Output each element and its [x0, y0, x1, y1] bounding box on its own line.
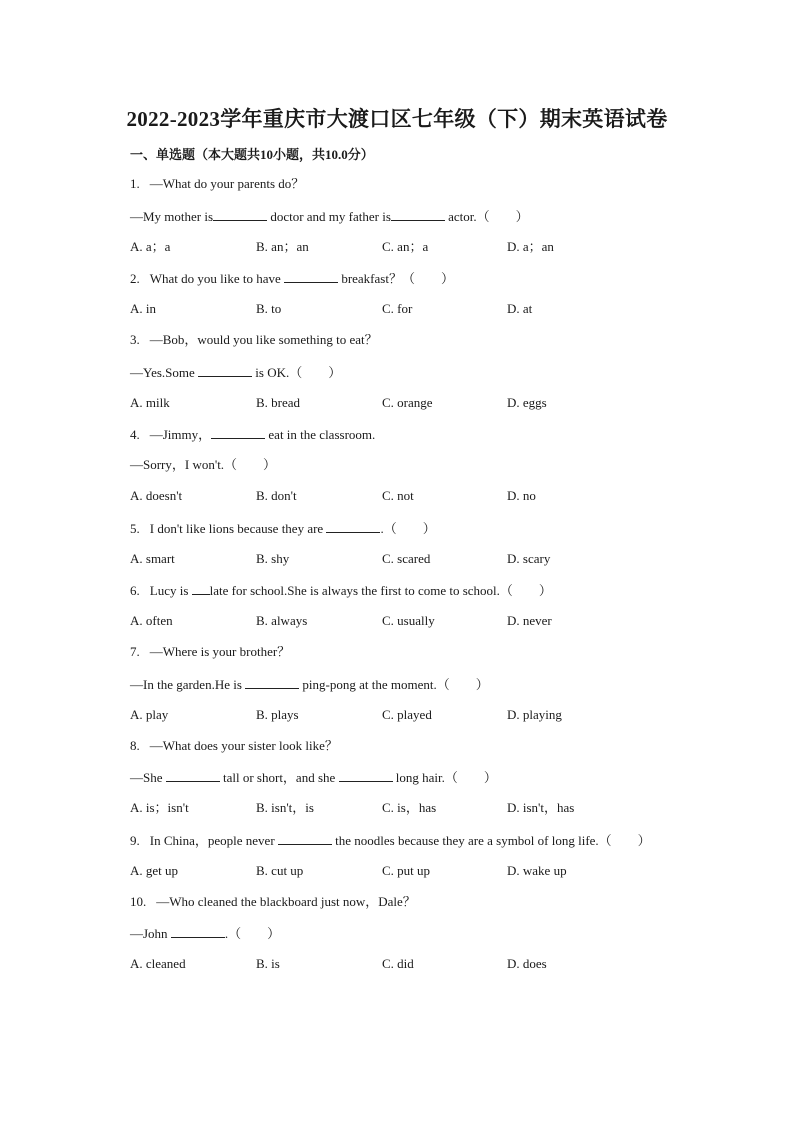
question-number: 3. — [130, 332, 140, 347]
question-3-options — [130, 393, 650, 413]
question-text: —Where is your brother？ — [149, 644, 291, 659]
question-number: 6. — [130, 583, 140, 598]
option-d[interactable]: D. eggs — [507, 395, 547, 410]
question-text: —Yes.Some — [130, 365, 195, 380]
question-number: 4. — [130, 427, 140, 442]
option-c[interactable]: C. usually — [382, 613, 435, 628]
question-6-stem — [130, 580, 552, 600]
option-a[interactable]: A. in — [130, 301, 156, 316]
question-number: 2. — [130, 271, 140, 286]
option-d[interactable]: D. playing — [507, 707, 562, 722]
question-4-line-2 — [130, 455, 276, 475]
question-text: breakfast？（ ） — [341, 271, 454, 286]
question-number: 7. — [130, 644, 140, 659]
option-b[interactable]: B. shy — [256, 551, 290, 566]
question-text: —In the garden.He is — [130, 677, 242, 692]
option-a[interactable]: A. doesn't — [130, 488, 183, 503]
option-d[interactable]: D. isn't，has — [507, 800, 575, 815]
question-5-options — [130, 549, 650, 569]
answer-blank — [166, 767, 220, 782]
question-number: 8. — [130, 738, 140, 753]
option-b[interactable]: B. is — [256, 956, 280, 971]
question-4-stem — [130, 424, 375, 444]
option-a[interactable]: A. is；isn't — [130, 800, 189, 815]
option-d[interactable]: D. no — [507, 488, 536, 503]
option-c[interactable]: C. is，has — [382, 800, 437, 815]
question-number: 1. — [130, 176, 140, 191]
question-number: 10. — [130, 894, 147, 909]
answer-blank — [192, 580, 210, 595]
question-7-options — [130, 705, 650, 725]
question-text: Lucy is — [149, 583, 189, 598]
question-9-stem — [130, 830, 651, 850]
answer-blank — [171, 923, 225, 938]
section-heading: 一、单选题（本大题共10小题，共10.0分） — [130, 147, 374, 162]
question-9-options — [130, 861, 650, 881]
option-c[interactable]: C. an；a — [382, 239, 429, 254]
question-4-options — [130, 486, 650, 506]
option-b[interactable]: B. don't — [256, 488, 297, 503]
question-2-options — [130, 299, 650, 319]
answer-blank — [245, 674, 299, 689]
option-b[interactable]: B. always — [256, 613, 308, 628]
option-c[interactable]: C. played — [382, 707, 432, 722]
answer-blank — [278, 830, 332, 845]
option-a[interactable]: A. get up — [130, 863, 179, 878]
answer-blank — [211, 424, 265, 439]
question-text: actor.（ ） — [448, 209, 529, 224]
question-text: I don't like lions because they are — [149, 521, 324, 536]
question-text: What do you like to have — [149, 271, 281, 286]
question-10-stem — [130, 892, 416, 912]
question-8-line-2 — [130, 767, 497, 787]
question-number: 5. — [130, 521, 140, 536]
option-b[interactable]: B. plays — [256, 707, 299, 722]
answer-blank — [391, 206, 445, 221]
option-b[interactable]: B. bread — [256, 395, 301, 410]
question-text: —Sorry，I won't.（ ） — [130, 457, 277, 472]
question-2-stem — [130, 268, 454, 288]
answer-blank — [339, 767, 393, 782]
question-text: —John — [130, 926, 168, 941]
question-text: —What do your parents do？ — [149, 176, 305, 191]
answer-blank — [198, 362, 252, 377]
question-8-options — [130, 798, 650, 818]
option-a[interactable]: A. cleaned — [130, 956, 186, 971]
option-a[interactable]: A. often — [130, 613, 173, 628]
option-d[interactable]: D. at — [507, 301, 533, 316]
exam-title: 2022-2023学年重庆市大渡口区七年级（下）期末英语试卷 — [126, 107, 668, 131]
question-text: —Bob，would you like something to eat？ — [149, 332, 378, 347]
option-a[interactable]: A. play — [130, 707, 169, 722]
question-number: 9. — [130, 833, 140, 848]
answer-blank — [284, 268, 338, 283]
question-text: long hair.（ ） — [395, 770, 497, 785]
question-10-line-2 — [130, 923, 280, 943]
option-c[interactable]: C. scared — [382, 551, 431, 566]
question-text: —Who cleaned the blackboard just now，Dale？ — [156, 894, 416, 909]
question-text: is OK.（ ） — [255, 365, 342, 380]
question-8-stem — [130, 736, 338, 756]
question-text: late for school.She is always the first to come to school.（ ） — [209, 583, 552, 598]
answer-blank — [213, 206, 267, 221]
option-c[interactable]: C. orange — [382, 395, 433, 410]
option-a[interactable]: A. milk — [130, 395, 170, 410]
question-text: —What does your sister look like？ — [149, 738, 338, 753]
question-1-stem — [130, 174, 304, 194]
option-b[interactable]: B. cut up — [256, 863, 304, 878]
option-d[interactable]: D. scary — [507, 551, 551, 566]
question-text: tall or short，and she — [223, 770, 336, 785]
question-text: .（ ） — [380, 521, 436, 536]
option-d[interactable]: D. never — [507, 613, 552, 628]
question-7-stem — [130, 642, 290, 662]
option-c[interactable]: C. put up — [382, 863, 431, 878]
option-a[interactable]: A. a；a — [130, 239, 171, 254]
option-b[interactable]: B. isn't，is — [256, 800, 314, 815]
question-text: the noodles because they are a symbol of long life.（ ） — [335, 833, 651, 848]
option-d[interactable]: D. a；an — [507, 239, 554, 254]
option-b[interactable]: B. to — [256, 301, 282, 316]
option-c[interactable]: C. not — [382, 488, 414, 503]
option-d[interactable]: D. wake up — [507, 863, 567, 878]
question-text: —My mother is — [130, 209, 214, 224]
answer-blank — [326, 518, 380, 533]
question-6-options — [130, 611, 650, 631]
question-text: —Jimmy， — [149, 427, 212, 442]
option-a[interactable]: A. smart — [130, 551, 175, 566]
question-1-options — [130, 237, 650, 257]
question-text: doctor and my father is — [270, 209, 391, 224]
question-7-line-2 — [130, 674, 489, 694]
option-b[interactable]: B. an；an — [256, 239, 309, 254]
option-c[interactable]: C. did — [382, 956, 414, 971]
question-1-line-2 — [130, 206, 529, 226]
question-10-options — [130, 954, 650, 974]
question-text: ping-pong at the moment.（ ） — [302, 677, 489, 692]
question-text: In China，people never — [149, 833, 275, 848]
question-text: —She — [130, 770, 163, 785]
question-3-line-2 — [130, 362, 341, 382]
option-d[interactable]: D. does — [507, 956, 547, 971]
question-5-stem — [130, 518, 436, 538]
question-3-stem — [130, 330, 378, 350]
question-text: eat in the classroom. — [268, 427, 376, 442]
option-c[interactable]: C. for — [382, 301, 413, 316]
question-text: .（ ） — [224, 926, 281, 941]
